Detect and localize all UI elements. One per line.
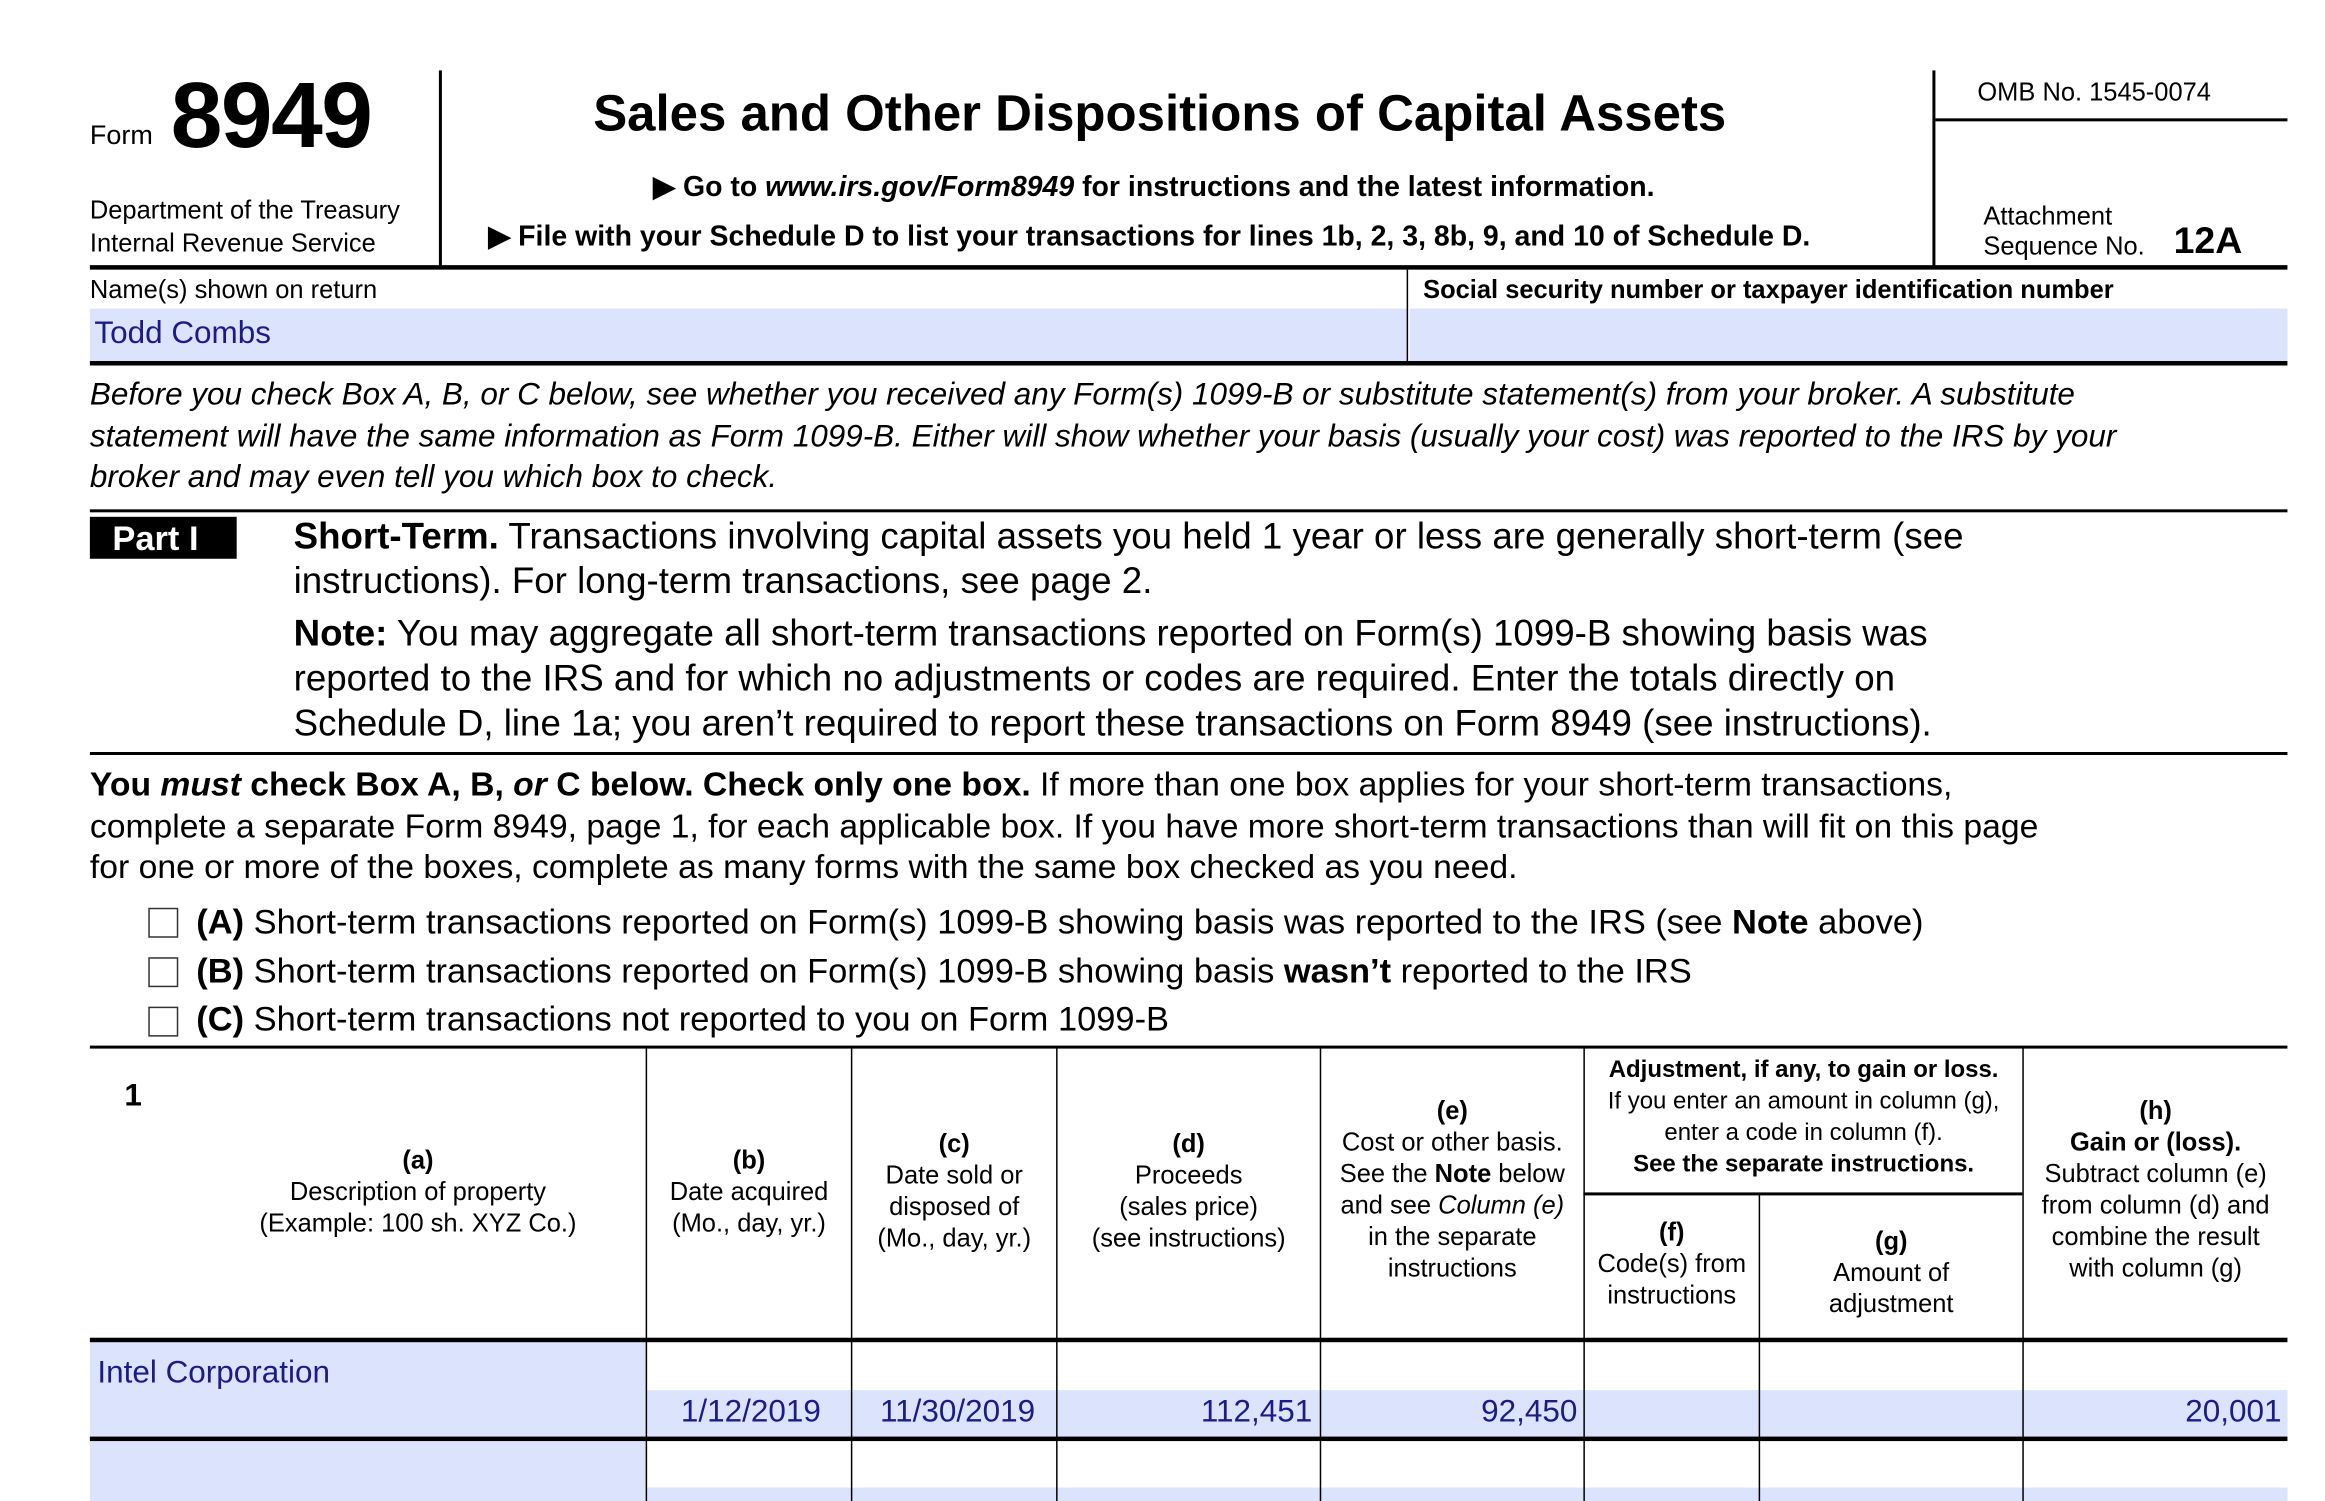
- text: [294, 613, 1964, 658]
- department: Department of the Treasury: [89, 196, 400, 225]
- text: (Mo., day, yr.): [877, 1223, 1032, 1253]
- text: instructions: [1387, 1253, 1517, 1283]
- divider: [90, 752, 2288, 754]
- text: (g): [1874, 1226, 1908, 1256]
- goto-line: [653, 171, 1654, 205]
- divider: [90, 1046, 2288, 1048]
- text: (C): [196, 999, 245, 1039]
- sequence-number: 12A: [2173, 220, 2243, 263]
- text: Code(s) from: [1597, 1249, 1747, 1278]
- text: complete a separate Form 8949, page 1, for each applicable box. If you have more short-term transactions than will fit on this page: [89, 806, 2039, 845]
- col-c-header: [852, 1128, 1056, 1254]
- ssn-label: Social security number or taxpayer identification number: [1423, 275, 2114, 305]
- divider: [90, 1338, 2288, 1342]
- field-background: [647, 1488, 2287, 1501]
- divider: [1935, 118, 2287, 121]
- text: [90, 764, 2038, 805]
- gain-value[interactable]: 20,001: [2185, 1394, 2282, 1430]
- text: (sales price): [1119, 1192, 1259, 1221]
- text: for instructions and the latest information.: [1074, 172, 1655, 204]
- divider: [439, 70, 442, 266]
- cost-value[interactable]: 92,450: [1481, 1394, 1578, 1430]
- text: Column (e): [1438, 1190, 1565, 1220]
- date-acquired-value[interactable]: 1/12/2019: [680, 1394, 821, 1430]
- text: You may aggregate all short-term transactions reported on Form(s) 1099-B showing basis was: [387, 614, 1928, 655]
- text: (f): [1659, 1217, 1685, 1247]
- text: Short-term transactions not reported to you on Form 1099-B: [244, 999, 1170, 1039]
- text: disposed of: [889, 1192, 1020, 1221]
- checkbox-a[interactable]: [148, 908, 178, 938]
- text: below: [1491, 1159, 1565, 1188]
- col-d-header: [1058, 1128, 1320, 1254]
- divider: [90, 1437, 2288, 1441]
- text: Date acquired: [669, 1177, 829, 1206]
- service: Internal Revenue Service: [89, 229, 376, 258]
- text: [90, 765, 1031, 802]
- text: Short-Term.: [293, 516, 499, 558]
- text: Note: [1434, 1159, 1492, 1188]
- text: (Mo., day, yr.): [672, 1208, 826, 1238]
- file-with-line: [488, 220, 1810, 254]
- col-g-header: [1760, 1225, 2022, 1319]
- text: and see: [1340, 1190, 1439, 1220]
- check-instructions: [90, 764, 2038, 888]
- text: reported to the IRS: [1391, 951, 1692, 991]
- box-c-label: [196, 999, 1169, 1039]
- divider: [1932, 70, 1935, 266]
- text: Amount of: [1833, 1258, 1950, 1287]
- text: or: [513, 765, 547, 803]
- text: Date sold or: [885, 1160, 1023, 1190]
- text: for one or more of the boxes, complete as many forms with the same box checked as you need.: [89, 847, 1518, 886]
- divider: [90, 361, 2288, 365]
- irs-url[interactable]: www.irs.gov/Form8949: [765, 172, 1075, 204]
- text: Gain or (loss).: [2070, 1127, 2242, 1157]
- text: Proceeds: [1134, 1160, 1243, 1190]
- text: (h): [2139, 1096, 2172, 1125]
- form-title: Sales and Other Dispositions of Capital Assets: [593, 85, 1727, 143]
- text: C below. Check only one box.: [546, 765, 1031, 803]
- text: Cost or other basis.: [1341, 1127, 1563, 1157]
- description-field[interactable]: [90, 1441, 646, 1501]
- name-label: Name(s) shown on return: [89, 275, 378, 305]
- box-a-label: [196, 902, 1923, 942]
- name-field[interactable]: [90, 309, 1408, 361]
- text: Subtract column (e): [2044, 1159, 2267, 1188]
- box-b-label: [196, 951, 1692, 991]
- text: from column (d) and: [2041, 1190, 2270, 1220]
- text: Schedule D, line 1a; you aren’t required to report these transactions on Form 8949 (see instructions).: [293, 704, 1932, 745]
- text: must: [160, 765, 241, 803]
- form-label: Form: [89, 119, 153, 150]
- divider: [1407, 270, 1408, 363]
- text: If you enter an amount in column (g),: [1607, 1089, 2000, 1115]
- checkbox-c[interactable]: [148, 1007, 178, 1037]
- date-sold-value[interactable]: 11/30/2019: [880, 1394, 1036, 1430]
- text: (B): [196, 951, 245, 991]
- text: with column (g): [2069, 1253, 2242, 1283]
- col-e-header: [1321, 1095, 1583, 1284]
- name-value: Todd Combs: [94, 316, 271, 351]
- text: enter a code in column (f).: [1664, 1120, 1943, 1146]
- text: (c): [938, 1129, 970, 1158]
- text: statement will have the same information as Form 1099-B. Either will show whether your basis (usually your cost) was reported to the IRS by your: [89, 418, 2117, 454]
- text: See the separate instructions.: [1633, 1151, 1975, 1178]
- adjustment-header: [1585, 1055, 2022, 1181]
- divider: [1056, 1047, 1057, 1501]
- text: (d): [1172, 1129, 1205, 1158]
- text: in the separate: [1368, 1222, 1537, 1251]
- text: Short-term transactions reported on Form(s) 1099-B showing basis was reported to the IRS (see: [244, 901, 1733, 941]
- proceeds-value[interactable]: 112,451: [1200, 1394, 1313, 1430]
- text: Before you check Box A, B, or C below, see whether you received any Form(s) 1099-B or substitute statement(s) from your broker. A substitute: [89, 377, 2075, 412]
- line-number: 1: [124, 1078, 142, 1114]
- attachment-label: Attachment: [1983, 202, 2113, 231]
- text: (e): [1436, 1096, 1468, 1125]
- ssn-field[interactable]: [1410, 309, 2288, 361]
- intro-paragraph: [90, 375, 2116, 499]
- text: Adjustment, if any, to gain or loss.: [1608, 1057, 1999, 1084]
- text: Transactions involving capital assets you held 1 year or less are generally short-term (see: [498, 516, 1964, 558]
- sequence-label: Sequence No.: [1983, 232, 2145, 261]
- text: (see instructions): [1091, 1223, 1286, 1253]
- text: broker and may even tell you which box to check.: [89, 459, 778, 495]
- divider: [90, 265, 2288, 269]
- text: reported to the IRS and for which no adjustments or codes are required. Enter the totals directly on: [293, 659, 1896, 700]
- text: instructions). For long-term transactions, see page 2.: [293, 561, 1153, 603]
- omb-number: OMB No. 1545-0074: [1977, 77, 2211, 107]
- text: instructions: [1607, 1280, 1737, 1310]
- divider: [90, 509, 2288, 512]
- text: wasn’t: [1283, 951, 1392, 991]
- text: Description of property: [289, 1177, 547, 1206]
- text: Note:: [293, 614, 388, 655]
- description-value[interactable]: Intel Corporation: [97, 1355, 330, 1391]
- text: See the: [1339, 1159, 1435, 1188]
- text: (a): [402, 1145, 434, 1175]
- divider: [646, 1047, 647, 1501]
- text: above): [1808, 901, 1924, 941]
- divider: [851, 1047, 852, 1501]
- text: combine the result: [2051, 1222, 2260, 1251]
- col-h-header: [2024, 1095, 2288, 1284]
- text: (Example: 100 sh. XYZ Co.): [259, 1208, 577, 1238]
- text: If more than one box applies for your short-term transactions,: [1030, 765, 1953, 803]
- text: check Box A, B,: [240, 765, 514, 803]
- text: (b): [732, 1145, 766, 1175]
- divider: [1583, 1192, 2022, 1194]
- part-heading: [294, 515, 1964, 747]
- col-f-header: [1585, 1216, 1759, 1310]
- text: Short-term transactions reported on Form(s) 1099-B showing basis: [244, 951, 1284, 991]
- text: File with your Schedule D to list your transactions for lines 1b, 2, 3, 8b, 9, and 10 of Schedule D.: [518, 221, 1811, 254]
- checkbox-b[interactable]: [148, 957, 178, 987]
- text: Go to: [682, 172, 766, 204]
- form-number: 8949: [170, 64, 372, 168]
- text: adjustment: [1828, 1289, 1954, 1319]
- text: Note: [1732, 901, 1809, 941]
- arrow-right-icon: ▶: [488, 221, 511, 254]
- text: You: [89, 765, 161, 803]
- text: [294, 515, 1964, 560]
- text: (A): [196, 901, 245, 941]
- col-b-header: [647, 1144, 851, 1238]
- arrow-right-icon: ▶: [653, 172, 676, 204]
- part-badge: Part I: [90, 517, 237, 559]
